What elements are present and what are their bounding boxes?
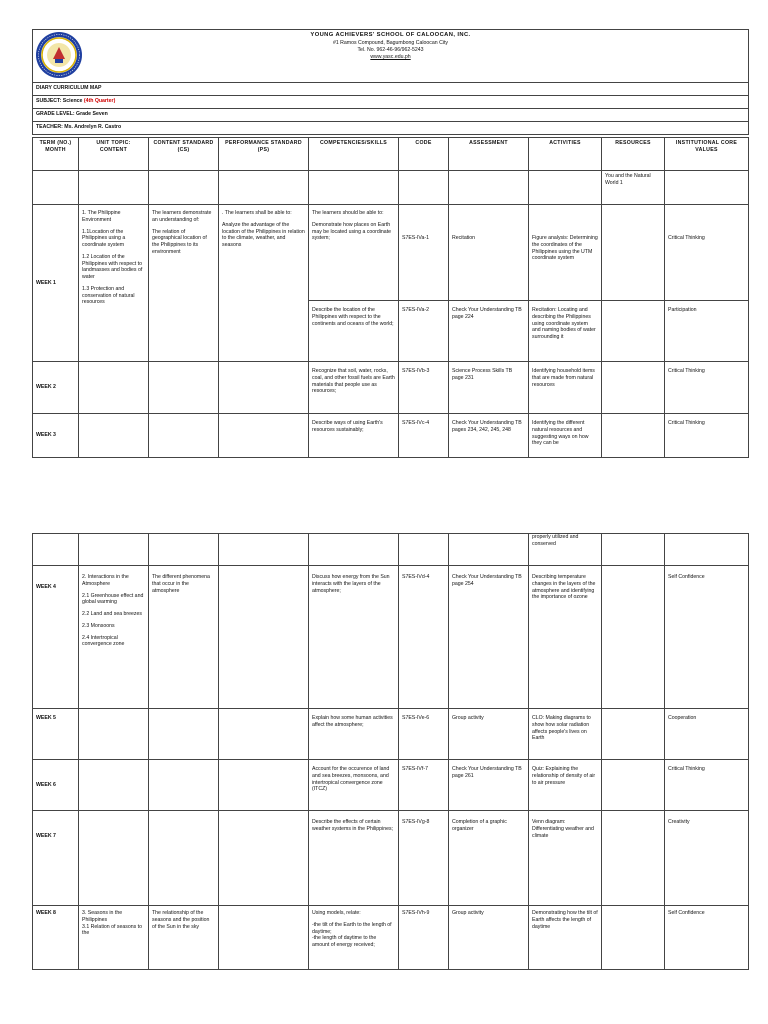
assessment-cell: Check Your Understanding TB page 261 <box>449 760 529 811</box>
subject-row <box>33 96 749 109</box>
table-row <box>33 414 749 458</box>
school-name: YOUNG ACHIEVERS' SCHOOL OF CALOOCAN, INC. <box>310 32 471 38</box>
table-row <box>33 566 749 709</box>
competency-cell: Explain how some human activities affect the atmosphere; <box>309 709 399 760</box>
col-resources: RESOURCES <box>602 138 665 171</box>
activity-cell: Describing temperature changes in the layers of the atmosphere and identifying the importance of ozone <box>529 566 602 709</box>
school-header <box>33 30 749 83</box>
content-standard-cell: The learners demonstrate an understanding of: The relation of geographical location of the Philippines to its environment <box>149 205 219 362</box>
core-value-cell: Critical Thinking <box>665 205 749 301</box>
competency-cell: Describe the location of the Philippines with respect to the continents and oceans of the world; <box>309 301 399 362</box>
core-value-cell: Critical Thinking <box>665 760 749 811</box>
activity-cell: properly utilized and conserved <box>529 534 602 566</box>
grade-row: GRADE LEVEL: Grade Seven <box>33 109 749 122</box>
competency-cell: Describe ways of using Earth's resources sustainably; <box>309 414 399 458</box>
info-table <box>32 82 749 135</box>
week-label: WEEK 7 <box>33 811 79 906</box>
curriculum-table-2 <box>32 533 749 970</box>
col-unit: UNIT TOPIC: CONTENT <box>79 138 149 171</box>
assessment-cell: Recitation <box>449 205 529 301</box>
resources-cell: You and the Natural World 1 <box>602 171 665 205</box>
code-cell: S7ES-IVd-4 <box>399 566 449 709</box>
competency-cell: Recognize that soil, water, rocks, coal, and other fossil fuels are Earth materials that people use as resources; <box>309 362 399 414</box>
code-cell: S7ES-IVc-4 <box>399 414 449 458</box>
code-cell: S7ES-IVe-6 <box>399 709 449 760</box>
curriculum-table-1 <box>32 137 749 458</box>
assessment-cell: Science Process Skills TB page 231 <box>449 362 529 414</box>
competency-cell: Using models, relate: -the tilt of the Earth to the length of daytime; -the length of daytime to the amount of energy received; <box>309 906 399 970</box>
table-row <box>33 534 749 566</box>
subject-quarter: (4th Quarter) <box>83 98 116 104</box>
unit-cell: 3. Seasons in the Philippines 3.1 Relation of seasons to the <box>79 906 149 970</box>
core-value-cell: Participation <box>665 301 749 362</box>
performance-standard-cell: . The learners shall be able to: Analyze the advantage of the location of the Philippines in relation to the climate, weather, and seasons <box>219 205 309 362</box>
week-label: WEEK 8 <box>33 906 79 970</box>
week-label: WEEK 2 <box>33 362 79 414</box>
table-row <box>33 171 749 205</box>
core-value-cell: Critical Thinking <box>665 414 749 458</box>
code-cell: S7ES-IVh-9 <box>399 906 449 970</box>
school-address: #1 Ramos Compound, Bagumbong Caloocan City <box>332 39 449 46</box>
competency-cell: The learners should be able to: Demonstrate how places on Earth may be located using a coordinate system; <box>309 205 399 301</box>
col-performance-standard: PERFORMANCE STANDARD (PS) <box>219 138 309 171</box>
assessment-cell: Group activity <box>449 709 529 760</box>
activity-cell: Identifying the different natural resources and suggesting ways on how they can be <box>529 414 602 458</box>
col-content-standard: CONTENT STANDARD (CS) <box>149 138 219 171</box>
table-row <box>33 205 749 301</box>
core-value-cell: Self Confidence <box>665 566 749 709</box>
content-standard-cell: The different phenomena that occur in the atmosphere <box>149 566 219 709</box>
competency-cell: Discuss how energy from the Sun interacts with the layers of the atmosphere; <box>309 566 399 709</box>
col-competencies: COMPETENCIES/SKILLS <box>309 138 399 171</box>
code-cell: S7ES-IVb-3 <box>399 362 449 414</box>
table-row <box>33 760 749 811</box>
unit-cell: 1. The Philippine Environment 1.1Location of the Philippines using a coordinate system 1.2 Location of the Philippines with respect to landmasses and bodies of water 1.3 Protection and conservation of natural resources <box>79 205 149 362</box>
col-term: TERM (NO.) MONTH <box>33 138 79 171</box>
week-label: WEEK 6 <box>33 760 79 811</box>
code-cell: S7ES-IVf-7 <box>399 760 449 811</box>
content-standard-cell: The relationship of the seasons and the position of the Sun in the sky <box>149 906 219 970</box>
week-label: WEEK 5 <box>33 709 79 760</box>
activity-cell: Quiz: Explaining the relationship of density of air to air pressure <box>529 760 602 811</box>
school-info <box>36 32 745 61</box>
col-core-values: INSTITUTIONAL CORE VALUES <box>665 138 749 171</box>
table-row <box>33 906 749 970</box>
table-row <box>33 362 749 414</box>
assessment-cell: Check Your Understanding TB page 254 <box>449 566 529 709</box>
column-header-row <box>33 138 749 171</box>
activity-cell: Identifying household items that are made from natural resources <box>529 362 602 414</box>
week-label: WEEK 4 <box>33 566 79 709</box>
page-1 <box>32 29 748 458</box>
col-code: CODE <box>399 138 449 171</box>
header-table <box>32 29 749 83</box>
doc-title: DIARY CURRICULUM MAP <box>33 83 749 96</box>
col-activities: ACTIVITIES <box>529 138 602 171</box>
core-value-cell: Self Confidence <box>665 906 749 970</box>
core-value-cell: Creativity <box>665 811 749 906</box>
school-website[interactable]: www.yasc.edu.ph <box>370 53 411 60</box>
assessment-cell: Check Your Understanding TB page 224 <box>449 301 529 362</box>
col-assessment: ASSESSMENT <box>449 138 529 171</box>
school-seal-icon <box>35 31 83 79</box>
core-value-cell: Cooperation <box>665 709 749 760</box>
week-label: WEEK 1 <box>33 205 79 362</box>
school-tel: Tel. No. 962-46-96/962-5243 <box>357 46 424 53</box>
activity-cell: Recitation: Locating and describing the Philippines using coordinate system and naming bodies of water surrounding it <box>529 301 602 362</box>
table-row <box>33 811 749 906</box>
page-2 <box>32 533 748 970</box>
table-row <box>33 709 749 760</box>
unit-cell: 2. Interactions in the Atmosphere 2.1 Greenhouse effect and global warming 2.2 Land and sea breezes 2.3 Monsoons 2.4 Intertropical convergence zone <box>79 566 149 709</box>
assessment-cell: Group activity <box>449 906 529 970</box>
activity-cell: Demonstrating how the tilt of Earth affects the length of daytime <box>529 906 602 970</box>
assessment-cell: Completion of a graphic organizer <box>449 811 529 906</box>
code-cell: S7ES-IVa-2 <box>399 301 449 362</box>
activity-cell: CLO: Making diagrams to show how solar radiation affects people's lives on Earth <box>529 709 602 760</box>
competency-cell: Describe the effects of certain weather systems in the Philippines; <box>309 811 399 906</box>
code-cell: S7ES-IVa-1 <box>399 205 449 301</box>
subject-label: SUBJECT: Science <box>36 98 83 104</box>
activity-cell: Venn diagram: Differentiating weather and climate <box>529 811 602 906</box>
assessment-cell: Check Your Understanding TB pages 234, 242, 245, 248 <box>449 414 529 458</box>
competency-cell: Account for the occurence of land and sea breezes, monsoons, and intertropical convergence zone (ITCZ) <box>309 760 399 811</box>
teacher-row: TEACHER: Ms. Andrelyn R. Castro <box>33 122 749 135</box>
core-value-cell: Critical Thinking <box>665 362 749 414</box>
activity-cell: Figure analysis: Determining the coordinates of the Philippines using the UTM coordinate system <box>529 205 602 301</box>
week-label: WEEK 3 <box>33 414 79 458</box>
code-cell: S7ES-IVg-8 <box>399 811 449 906</box>
